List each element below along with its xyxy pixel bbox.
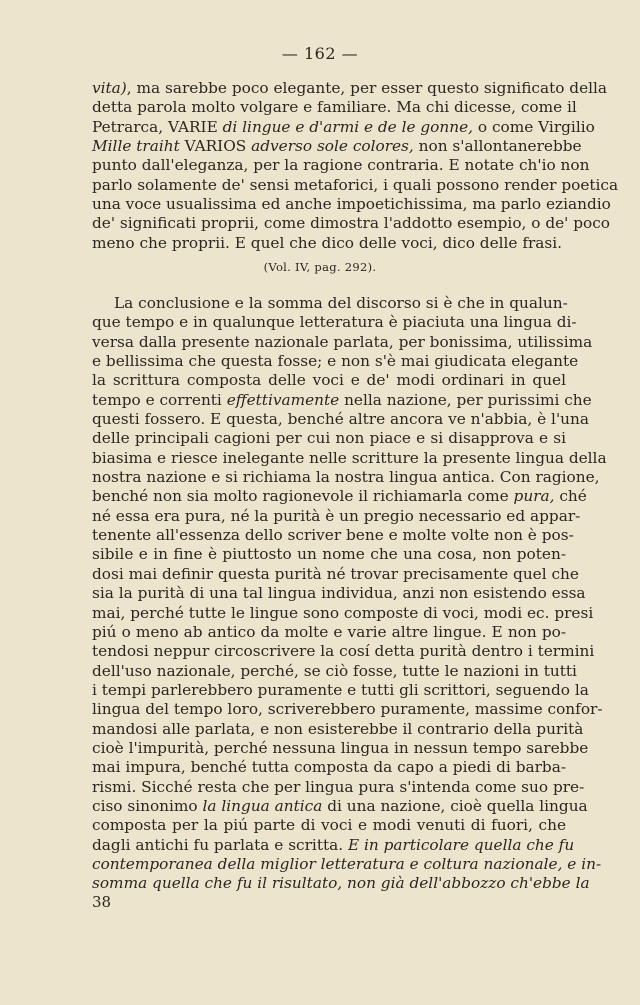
text-line [92,410,589,429]
text-run: composta per la piú parte di voci e modi venuti di fuori, che [92,816,566,835]
text-line [92,468,600,487]
text-run: detta parola molto volgare e familiare. Ma chi dicesse, come il [92,98,577,117]
paragraph-2 [92,294,607,894]
text-run: piú o meno ab antico da molte e varie altre lingue. E non po- [92,622,566,641]
text-line [92,777,585,797]
text-line [92,448,607,468]
text-line [92,98,577,117]
text-line [92,719,584,739]
text-line [92,214,611,233]
text-line [92,79,608,98]
italic-text-run: contemporanea della miglior letteratura e coltura nazionale, e in- [92,854,602,873]
text-line [92,623,566,642]
italic-text-run: Mille traiht [92,137,180,156]
text-line [92,680,589,700]
text-line [92,195,611,214]
text-line [92,874,590,893]
text-line [92,816,566,835]
page-number: — 162 — [281,44,359,63]
text-line [92,526,574,545]
text-run: nella nazione, per purissimi che [339,390,592,409]
italic-text-run: adverso sole colores, [251,137,414,156]
text-line [92,545,566,564]
italic-text-run: E in particolare quella che fu [347,835,575,854]
text-run: de' significati proprii, come dimostra l'addotto esempio, o de' poco [92,214,611,233]
text-line [92,584,586,603]
italic-text-run: la lingua antica [202,796,323,815]
text-line [92,506,581,526]
text-run: biasima e riesce inelegante nelle scritture la presente lingua della [92,448,607,467]
italic-text-run: vita) [92,79,127,97]
text-run: benché non sia molto ragionevole il richiamarla come [92,487,514,506]
text-line [92,564,579,584]
text-line [92,487,587,506]
text-line [92,156,590,175]
text-line [92,294,566,313]
text-run: sia la purità di una tal lingua individua, anzi non esistendo essa [92,584,586,603]
text-line [92,429,566,448]
text-run: mai, perché tutte le lingue sono composte di voci, modi ec. presi [92,603,594,622]
text-line [92,234,566,253]
text-line [92,137,582,156]
text-run: VARIOS [179,137,252,156]
italic-text-run: di lingue e d'armi e de le gonne, [222,117,474,136]
text-run: punto dall'eleganza, per la ragione contraria. E notate ch'io non [92,156,590,175]
printer-signature-mark: 38 [92,893,112,911]
text-line [92,700,603,719]
text-line [92,661,577,681]
text-run: Petrarca, VARIE [92,117,223,136]
text-run: versa dalla presente nazionale parlata, per bonissima, utilissima [92,332,593,351]
text-run: sibile e in fine è piuttosto un nome che una cosa, non poten- [92,545,566,564]
italic-text-run: pura, [513,487,555,506]
text-run: non s'allontanerebbe [413,137,582,156]
text-run: mai impura, benché tutta composta da capo a piedi di barba- [92,758,566,777]
text-run: ciso sinonimo [92,796,203,815]
text-run: delle principali cagioni per cui non piace e si disapprova e si [92,429,566,448]
text-run: ché [554,487,587,506]
text-run: tenente all'essenza dello scriver bene e molte volte non è pos- [92,526,574,545]
text-line [92,352,579,371]
text-run: cioè l'impurità, perché nessuna lingua in nessun tempo sarebbe [92,738,589,757]
text-run: parlo solamente de' sensi metaforici, i quali possono render poetica [92,175,619,194]
text-run: dosi mai definir questa purità né trovar precisamente quel che [92,564,579,583]
italic-text-run: somma quella che fu il risultato, non già dell'abbozzo ch'ebbe la [92,874,590,893]
text-line [92,332,593,352]
text-run: né essa era pura, né la purità è un pregio necessario ed appar- [92,506,581,525]
text-run: di una nazione, cioè quella lingua [322,796,588,815]
text-line [92,390,592,410]
text-line [92,835,575,855]
text-line [92,175,619,195]
citation: (Vol. IV, pag. 292). [263,260,377,274]
text-run: tempo e correnti [92,390,227,409]
text-run: rismi. Sicché resta che per lingua pura s'intenda come suo pre- [92,777,585,796]
text-run: La conclusione e la somma del discorso si è che in qualun- [114,294,568,312]
text-line [92,796,588,816]
text-run: una voce usualissima ed anche impoetichissima, ma parlo eziandio [92,195,611,214]
text-line [92,642,595,661]
text-run: lingua del tempo loro, scriverebbero puramente, massime confor- [92,700,603,719]
text-run: mandosi alle parlata, e non esisterebbe il contrario della purità [92,719,584,738]
text-line [92,854,602,874]
text-run: dell'uso nazionale, perché, se ciò fosse, tutte le nazioni in tutti [92,661,577,680]
italic-text-run: effettivamente [226,390,340,409]
text-run: questi fossero. E questa, benché altre ancora ve n'abbia, è l'una [92,410,589,429]
text-run: , ma sarebbe poco elegante, per esser questo significato della [126,79,608,97]
text-line [92,758,566,777]
text-line [92,371,566,390]
text-run: que tempo e in qualunque letteratura è piaciuta una lingua di- [92,313,577,332]
text-run: o come Virgilio [473,117,595,136]
text-run: la scrittura composta delle voci e de' modi ordinari in quel [92,371,566,390]
text-line [92,603,594,623]
text-run: meno che proprii. E quel che dico delle voci, dico delle frasi. [92,233,563,252]
text-run: nostra nazione e si richiama la nostra lingua antica. Con ragione, [92,468,600,487]
text-run: dagli antichi fu parlata e scritta. [92,835,348,854]
text-run: i tempi parlerebbero puramente e tutti gli scrittori, seguendo la [92,680,589,699]
text-run: tendosi neppur circoscrivere la cosí detta purità dentro i termini [92,642,595,661]
paragraph-1 [92,79,619,253]
text-line [92,738,589,758]
text-run: e bellissima che questa fosse; e non s'è mai giudicata elegante [92,352,579,371]
text-line [92,117,595,137]
text-line [92,313,577,332]
